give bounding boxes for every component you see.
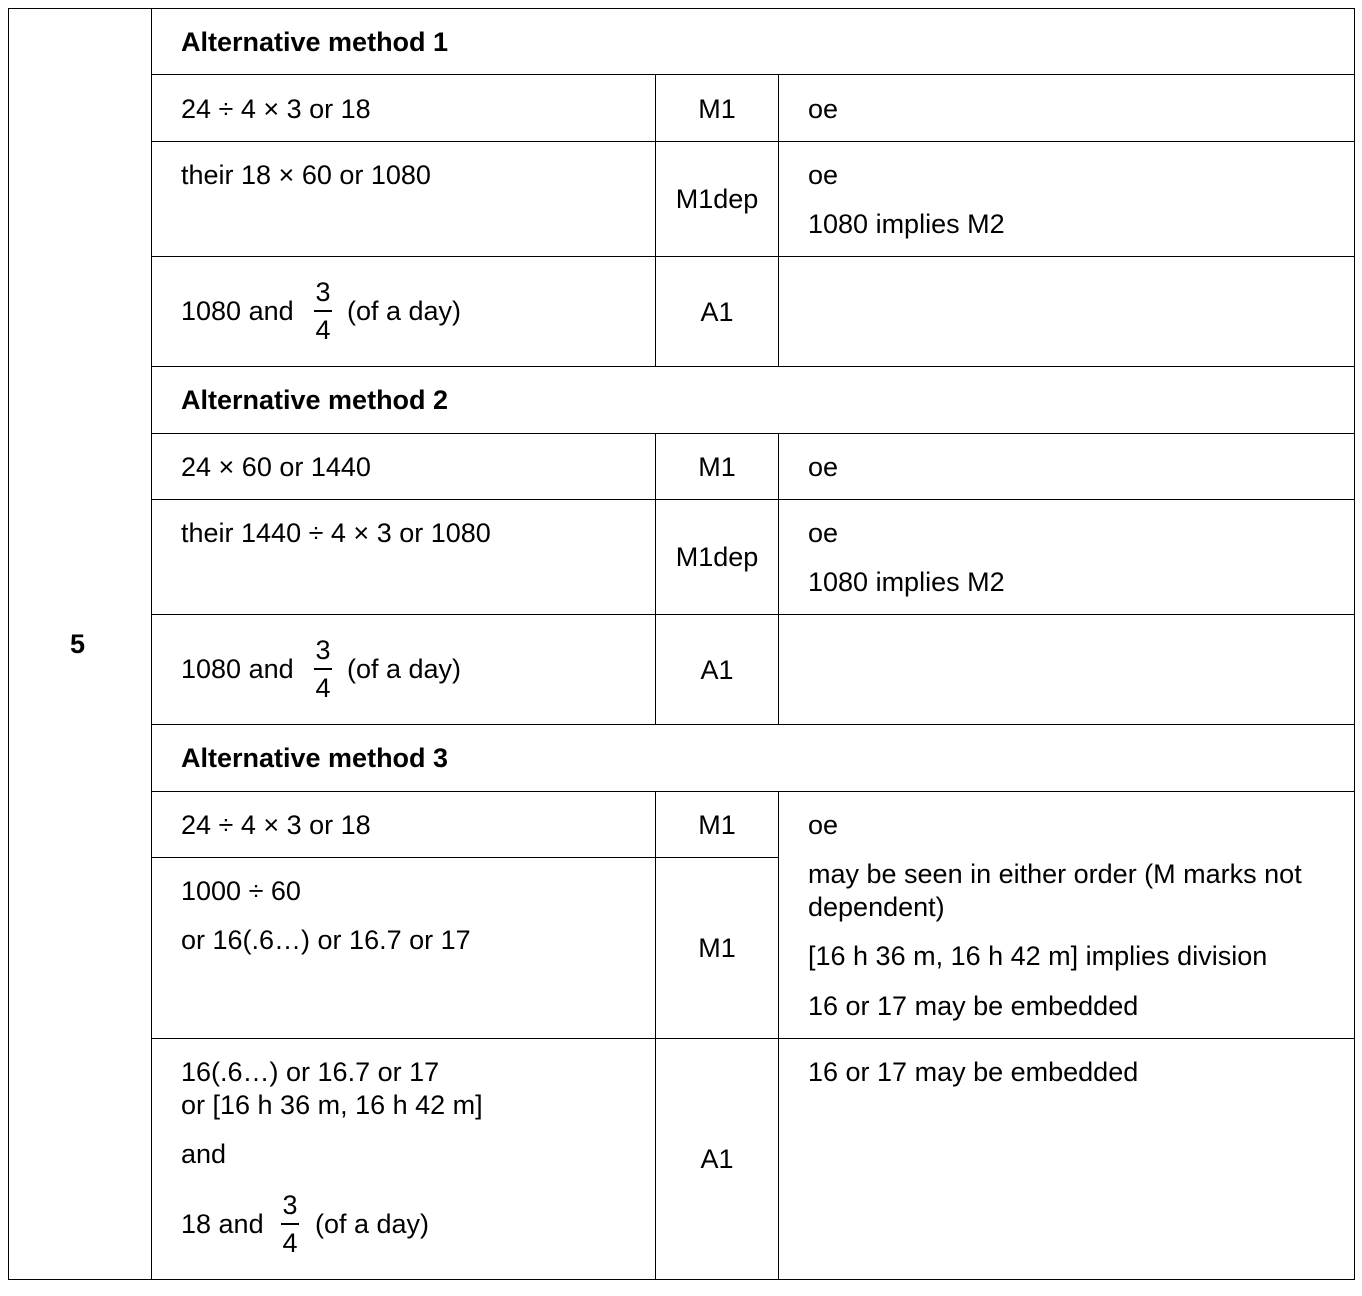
method2-row1-work: 24 × 60 or 1440: [181, 452, 371, 482]
method2-row3-work-after: (of a day): [347, 654, 462, 684]
method1-row1-mark: M1: [698, 94, 736, 124]
method2-row2-comment1: oe: [808, 518, 839, 548]
fraction-bar: [281, 1223, 299, 1225]
method3-title: Alternative method 3: [181, 743, 449, 773]
method1-row2-work: their 18 × 60 or 1080: [181, 160, 431, 190]
method3-shared-comment1: oe: [808, 810, 839, 840]
method3-row3-work1: 16(.6…) or 16.7 or 17: [181, 1057, 440, 1087]
method2-row2-work: their 1440 ÷ 4 × 3 or 1080: [181, 518, 491, 548]
method1-title: Alternative method 1: [181, 27, 449, 57]
method1-row2-comment2: 1080 implies M2: [808, 209, 1005, 239]
method1-row1-comment: oe: [808, 94, 839, 124]
method3-shared-comment3: dependent): [808, 892, 945, 922]
fraction-numerator: 3: [315, 277, 331, 307]
fraction-denominator: 4: [315, 315, 331, 345]
method1-row2-comment1: oe: [808, 160, 839, 190]
method1-row3-work-after: (of a day): [347, 296, 462, 326]
method2-row1-comment: oe: [808, 452, 839, 482]
fraction-denominator: 4: [282, 1228, 298, 1258]
fraction-numerator: 3: [282, 1190, 298, 1220]
method3-shared-comment4: [16 h 36 m, 16 h 42 m] implies division: [808, 941, 1268, 971]
method2-row3-fraction: [311, 631, 335, 706]
method3-row1-mark: M1: [698, 810, 736, 840]
method2-row3-mark: A1: [700, 655, 734, 685]
method2-row2-mark: M1dep: [675, 542, 759, 572]
fraction-denominator: 4: [315, 673, 331, 703]
method3-row3-mark: A1: [700, 1144, 734, 1174]
method3-shared-comment2: may be seen in either order (M marks not: [808, 859, 1302, 889]
method1-row1-work: 24 ÷ 4 × 3 or 18: [181, 94, 371, 124]
question-number: 5: [70, 629, 86, 659]
method3-shared-comment5: 16 or 17 may be embedded: [808, 991, 1139, 1021]
method3-row3-comment: 16 or 17 may be embedded: [808, 1057, 1139, 1087]
method3-row3-work-before: 18 and: [181, 1209, 264, 1239]
method3-row1-work: 24 ÷ 4 × 3 or 18: [181, 810, 371, 840]
method1-row3-fraction: [311, 273, 335, 348]
fraction-bar: [314, 310, 332, 312]
fraction-numerator: 3: [315, 635, 331, 665]
method1-row2-mark: M1dep: [675, 184, 759, 214]
method3-row3-work3: and: [181, 1139, 227, 1169]
method2-title: Alternative method 2: [181, 385, 449, 415]
method1-row3-work-before: 1080 and: [181, 296, 294, 326]
method3-row3-work-after: (of a day): [315, 1209, 430, 1239]
fraction-bar: [314, 668, 332, 670]
method2-row1-mark: M1: [698, 452, 736, 482]
method3-row2-mark: M1: [698, 933, 736, 963]
method2-row2-comment2: 1080 implies M2: [808, 567, 1005, 597]
method1-row3-mark: A1: [700, 297, 734, 327]
method2-row3-work-before: 1080 and: [181, 654, 294, 684]
method3-row3-work2: or [16 h 36 m, 16 h 42 m]: [181, 1090, 483, 1120]
method3-row2-work2: or 16(.6…) or 16.7 or 17: [181, 925, 471, 955]
method3-row3-fraction: [278, 1186, 302, 1261]
method3-row2-work1: 1000 ÷ 60: [181, 876, 301, 906]
